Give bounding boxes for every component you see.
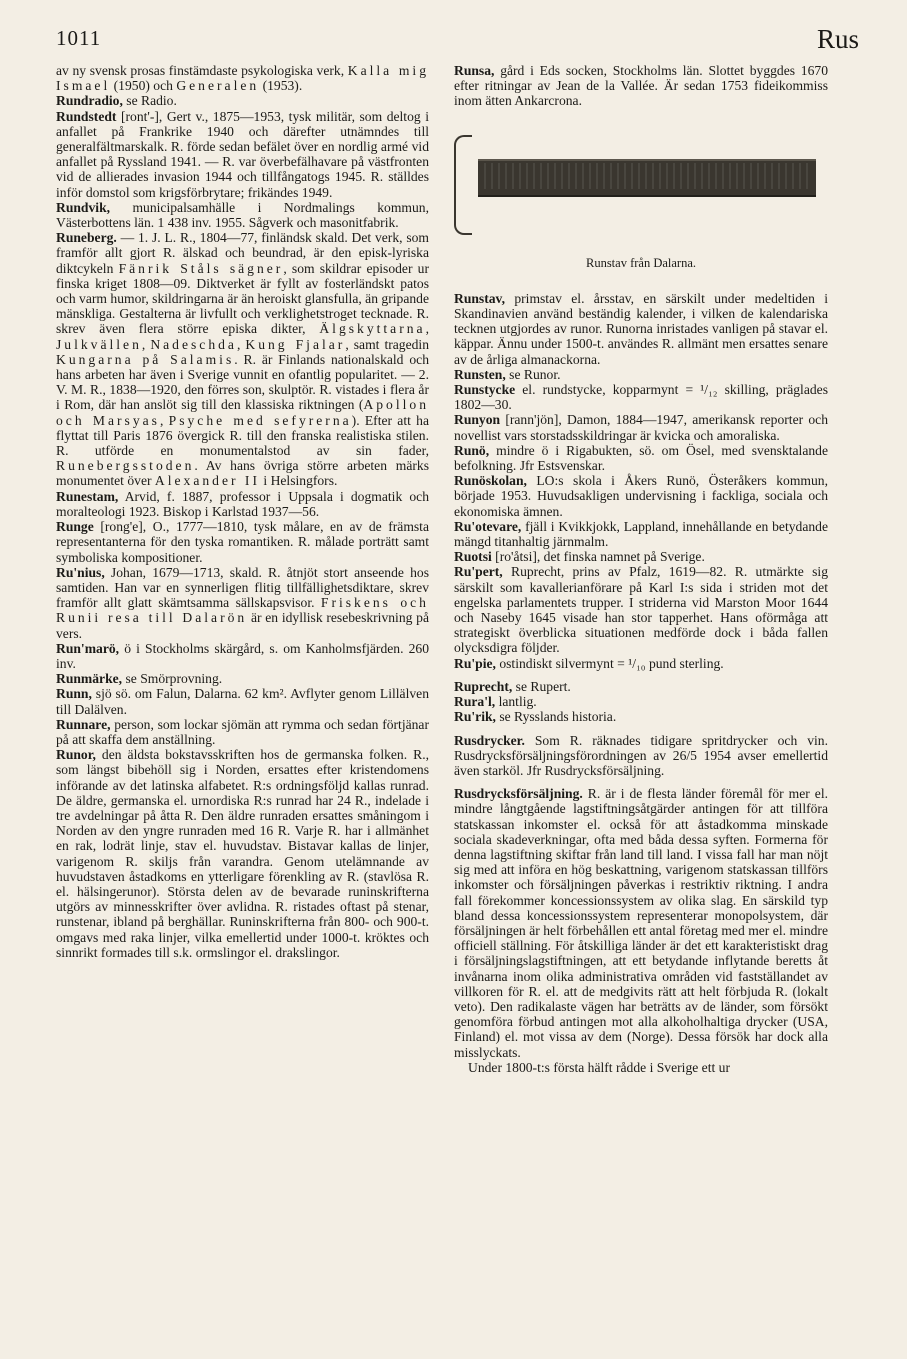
entry-runestam: Runestam, Arvid, f. 1887, professor i Uppsala i dogmatik och moralteologi 1923. Biskop i Karlstad 1937—56. bbox=[56, 488, 429, 519]
entry-ruotsi: Ruotsi [ro'åtsi], det finska namnet på Sverige. bbox=[454, 549, 705, 565]
entry-rundstedt: Rundstedt [ront'-], Gert v., 1875—1953, tysk militär, som deltog i anfallet på Frankrike 1940 och därefter utnämndes till generalfältmarskalk. R. förde sedan befälet över en nordlig armé vid anfallet på Ryssland 1941. — R. var överbefälhavare på västfronten vid de allierades invasion 1944 och tillfångatogs 1945. R. ställdes inför domstol som krigsförbrytare; frikändes 1949. bbox=[56, 108, 429, 200]
entry-runstycke: Runstycke el. rundstycke, kopparmynt = ¹/₁₂ skilling, präglades 1802—30. bbox=[454, 382, 828, 413]
headword: Runeberg. bbox=[56, 230, 117, 246]
entry-rundradio: Rundradio, se Radio. bbox=[56, 93, 177, 109]
headword: Runge bbox=[56, 519, 94, 535]
headword: Runstav, bbox=[454, 290, 505, 306]
entry-rusdrycker: Rusdrycker. Som R. räknades tidigare spritdrycker och vin. Rusdrycksförsäljningsförordningen av 26/5 1954 avser emellertid även starköl. Jfr Rusdrycksförsäljning. bbox=[454, 732, 828, 778]
headword: Ru'pert, bbox=[454, 564, 503, 580]
headword: Ru'otevare, bbox=[454, 518, 522, 534]
entry-rural: Rura'l, lantlig. bbox=[454, 694, 537, 710]
entry-runstav: Runstav, primstav el. årsstav, en särskilt under medeltiden i Skandinavien använd beständig kalender, i vilken de kalendariska tecknen utgjordes av runor. Runorna inristades vanligen på stavar el. käppar. Ännu under 1500-t. användes R. allmänt men ersattes senare av de årliga almanackorna. bbox=[454, 290, 828, 367]
entry-rusdrycksforsaljning: Rusdrycksförsäljning. R. är i de flesta länder föremål för mer el. mindre långtgående lagstiftningsåtgärder antingen för att tillföra statskassan inkomster el. också för att åstadkomma minskade sociala skadeverkningar, ofta med båda dessa syften. Formerna för denna lagstiftning skiftar från land till land. I vissa fall har man nöjt sig med att införa en hög beskattning, varigenom statskassan tillförs inkomster och försäljningen påverkas i restriktiv riktning. I andra fall förekommer koncessionssystem av olika slag. En särskild typ bland dessa koncessionssystem representerar monopolsystem, där försäljningen är helt förbehållen ett antal företag med mer el. mindre officiell ställning. För åtskilliga länder är det ett karakteristiskt drag i försäljningslagstiftningen, att ett betydande inflytande beretts åt invånarna inom olika administrativa områden vid fastställandet av villkoren för R. el. att de medgivits rätt att helt förbjuda R. (lokalt veto). Den radikalaste vägen har beträtts av de länder, som försökt genomföra förbud antingen mot alla alkoholhaltiga drycker (USA, Finland) el. mot vissa av dem (Norge). Dessa försök har dock alla misslyckats. bbox=[454, 786, 828, 1060]
entry-continued: Under 1800-t:s första hälft rådde i Sverige ett ur bbox=[468, 1059, 730, 1075]
headword: Run'marö, bbox=[56, 640, 120, 656]
entry-runor: Runor, den äldsta bokstavsskriften hos de germanska folken. R., som längst bibehöll sig i Norden, ersattes efter kristendomens införande av det latinska alfabetet. R:s ordningsföljd kallas runrad. De äldre, germanska el. urnordiska R:s runrad har 24 R., indelade i tre avdelningar på åtta R. Den äldre runraden ersattes småningom i Norden av den yngre runraden med 16 R. Varje R. har i allmänhet en rak, lodrät linje, stav el. huvudstav. Bistavar kallas de linjer, varigenom R. skiljs från varandra. Genom utelämnande av huvudstaven åstadkoms en ytterligare förenkling av R. (stavlösa R. el. hälsingerunor). Största delen av de bevarade runinskrifterna utgörs av minnesskrifter över avlidna. R. ristades oftast på stenar, runstenar, ibland på berghällar. Runinskrifterna från 800- och 900-t. omgavs med raka linjer, vilka emellertid under 1000-t. kröktes och sinnrikt formades till s.k. ormslingor el. drakslingor. bbox=[56, 747, 429, 960]
headword: Ruprecht, bbox=[454, 678, 513, 694]
headword: Rusdrycksförsäljning. bbox=[454, 786, 583, 802]
headword: Ru'pie, bbox=[454, 655, 496, 671]
spaced-title: Kalla mig Ismael bbox=[56, 63, 429, 94]
headword: Runsa, bbox=[454, 63, 495, 78]
entry-runyon: Runyon [rann'jön], Damon, 1884—1947, amerikansk reporter och novellist vars storstadsskildringar är kvicka och amoraliska. bbox=[454, 412, 828, 443]
headword: Ru'nius, bbox=[56, 564, 105, 580]
entry-runoskolan: Runöskolan, LO:s skola i Åkers Runö, Österåkers kommun, började 1953. Huvudsakligen undervisning i fackliga, sociala och ekonomiska ämnen. bbox=[454, 473, 828, 519]
headword: Runn, bbox=[56, 686, 92, 702]
headword: Rundstedt bbox=[56, 108, 117, 124]
spaced-title: Generalen bbox=[176, 78, 260, 94]
headword: Runö, bbox=[454, 442, 490, 458]
entry-rurik: Ru'rik, se Rysslands historia. bbox=[454, 709, 617, 725]
left-column bbox=[56, 63, 429, 960]
runstav-notches bbox=[484, 163, 810, 189]
headword: Ru'rik, bbox=[454, 709, 496, 725]
entry-ruprecht: Ruprecht, se Rupert. bbox=[454, 678, 571, 694]
running-head: Rus bbox=[816, 24, 859, 54]
page-number: 1011 bbox=[56, 26, 102, 50]
entry-runius: Ru'nius, Johan, 1679—1713, skald. R. åtnjöt stort anseende hos samtiden. Han var en synnerligen flitig tillfällighetsdiktare, skrev framför allt glatt skämtsamma sällskapsvisor. Friskens och Runii resa till Dalarön är en idyllisk resebeskrivning på vers. bbox=[56, 564, 429, 641]
entry-runmarke: Runmärke, se Smörprovning. bbox=[56, 671, 223, 687]
entry-runeberg: Runeberg. — 1. J. L. R., 1804—77, finländsk skald. Det verk, som framför allt gjort R. älskad och beundrad, är den episk-lyriska diktcykeln Fänrik Ståls sägner, som skildrar episoder ur finska kriget 1808—09. Diktverket är fyllt av fosterländskt patos och varm humor, skildringarna är än heroiskt glansfulla, än gripande mänskliga. Gestalterna är livfullt och verklighetstroget tecknade. R. skrev även flera större episka dikter, Älgskyttarna, Julkvällen, Nadeschda, Kung Fjalar, samt tragedin Kungarna på Salamis. R. är Finlands nationalskald och hans arbeten har även i Sverige vunnit en ofantlig popularitet. — 2. V. M. R., 1838—1920, den förres son, skulptör. R. vistades i flera år i Rom, där han anslöt sig till den klassiska riktningen (Apollon och Marsyas, Psyche med sefyrerna). Efter att ha flyttat till Paris 1876 övergick R. till den franska realistiska stilen. R. utförde en monumentalstod av sin fader, Runebergsstoden. Av hans övriga större arbeten märks monumentet över Alexander II i Helsingfors. bbox=[56, 230, 429, 489]
entry-ruotevare: Ru'otevare, fjäll i Kvikkjokk, Lappland, innehållande en betydande mängd titanhaltig järnmalm. bbox=[454, 518, 828, 550]
entry-runge: Runge [rong'e], O., 1777—1810, tysk målare, en av de främsta representanterna för den tyska romantiken. R. målade porträtt samt symboliska kompositioner. bbox=[56, 519, 429, 565]
entry-runsa: Runsa, gård i Eds socken, Stockholms län. Slottet byggdes 1670 efter ritningar av Jean de la Vallée. Är sedan 1753 fideikommiss inom ätten Ankarcrona. bbox=[454, 63, 828, 109]
headword: Runor, bbox=[56, 747, 96, 763]
headword: Rura'l, bbox=[454, 694, 496, 710]
headword: Runöskolan, bbox=[454, 473, 527, 489]
headword: Runestam, bbox=[56, 488, 119, 504]
headword: Runsten, bbox=[454, 366, 506, 382]
right-column bbox=[454, 63, 828, 1075]
headword: Runnare, bbox=[56, 716, 111, 732]
entry-runnare: Runnare, person, som lockar sjömän att rymma och sedan förtjänar på att skaffa dem anställning. bbox=[56, 716, 429, 747]
headword: Runstycke bbox=[454, 382, 516, 398]
figure-caption: Runstav från Dalarna. bbox=[585, 255, 697, 270]
entry-runo: Runö, mindre ö i Rigabukten, sö. om Ösel, med svensktalande befolkning. Jfr Estsvenskar. bbox=[454, 442, 828, 474]
entry-continuation: av ny svensk prosas finstämdaste psykologiska verk, Kalla mig Ismael (1950) och Generalen (1953). bbox=[56, 63, 429, 94]
entry-runn: Runn, sjö sö. om Falun, Dalarna. 62 km². Avflyter genom Lillälven till Dalälven. bbox=[56, 686, 429, 717]
entry-runsten: Runsten, se Runor. bbox=[454, 366, 561, 382]
headword: Rundvik, bbox=[56, 199, 111, 215]
entry-rupert: Ru'pert, Ruprecht, prins av Pfalz, 1619—82. R. utmärkte sig särskilt som kavallerianförare på Karl I:s sida i striden mot det engelska parlamentets trupper. I striderna vid Marston Moor 1644 och Naseby 1645 visade han stor tapperhet. Hans oförmåga att strategiskt överblicka situationen medförde dock i båda fallen olycksdigra följder. bbox=[454, 564, 828, 656]
entry-runmaro: Run'marö, ö i Stockholms skärgård, s. om Kanholmsfjärden. 260 inv. bbox=[56, 640, 429, 671]
headword: Ruotsi bbox=[454, 549, 492, 565]
entry-rupie: Ru'pie, ostindiskt silvermynt = ¹/₁₀ pund sterling. bbox=[454, 655, 724, 671]
headword: Rundradio, bbox=[56, 93, 123, 109]
runstav-illustration bbox=[454, 117, 828, 252]
headword: Runmärke, bbox=[56, 671, 123, 687]
headword: Rusdrycker. bbox=[454, 732, 525, 748]
entry-rundvik: Rundvik, municipalsamhälle i Nordmalings kommun, Västerbottens län. 1 438 inv. 1955. Sågverk och masonitfabrik. bbox=[56, 199, 429, 231]
headword: Runyon bbox=[454, 412, 501, 428]
runstav-handle bbox=[454, 135, 472, 235]
